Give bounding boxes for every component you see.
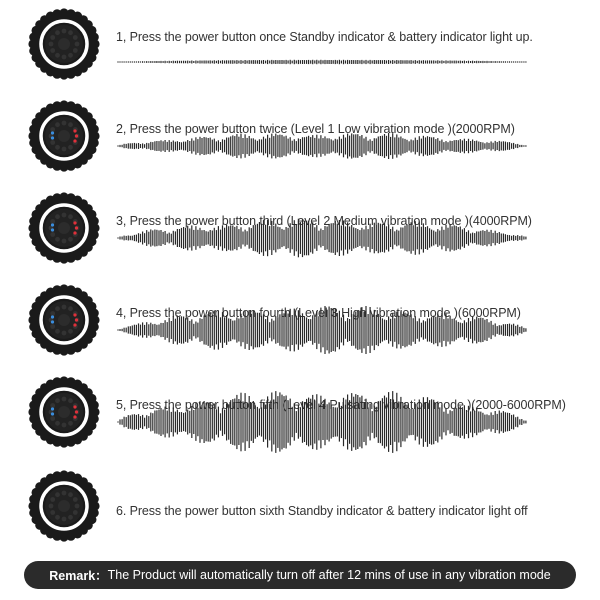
massage-ball-device-icon [28,376,100,448]
step-instruction: 4, Press the power button fourth (Level 3 High vibration mode )(6000RPM) [116,306,521,320]
step-instruction: 1, Press the power button once Standby indicator & battery indicator light up. [116,30,533,44]
remark-banner [24,561,576,589]
remark-text: The Product will automatically turn off after 12 mins of use in any vibration mode [107,568,551,582]
step-instruction: 2, Press the power button twice (Level 1 Low vibration mode )(2000RPM) [116,122,515,136]
remark-label: Remark： [49,569,108,583]
massage-ball-device-icon [28,192,100,264]
step-instruction: 6. Press the power button sixth Standby indicator & battery indicator light off [116,504,528,518]
vibration-waveform [116,22,530,102]
vibration-waveform [116,382,530,462]
step-instruction: 3, Press the power button third (Level 2 Medium vibration mode )(4000RPM) [116,214,532,228]
massage-ball-device-icon [28,100,100,172]
vibration-waveform [116,290,530,370]
step-row [0,280,600,376]
vibration-waveform [116,106,530,186]
vibration-waveform [116,198,530,278]
step-row [0,466,600,562]
step-instruction: 5, Press the power button fifth (Level 4 Pulsating vibration mode )(2000-6000RPM) [116,398,566,412]
massage-ball-device-icon [28,470,100,542]
massage-ball-device-icon [28,8,100,80]
massage-ball-device-icon [28,284,100,356]
step-row [0,372,600,468]
step-row [0,96,600,192]
step-row [0,188,600,284]
step-row [0,4,600,100]
